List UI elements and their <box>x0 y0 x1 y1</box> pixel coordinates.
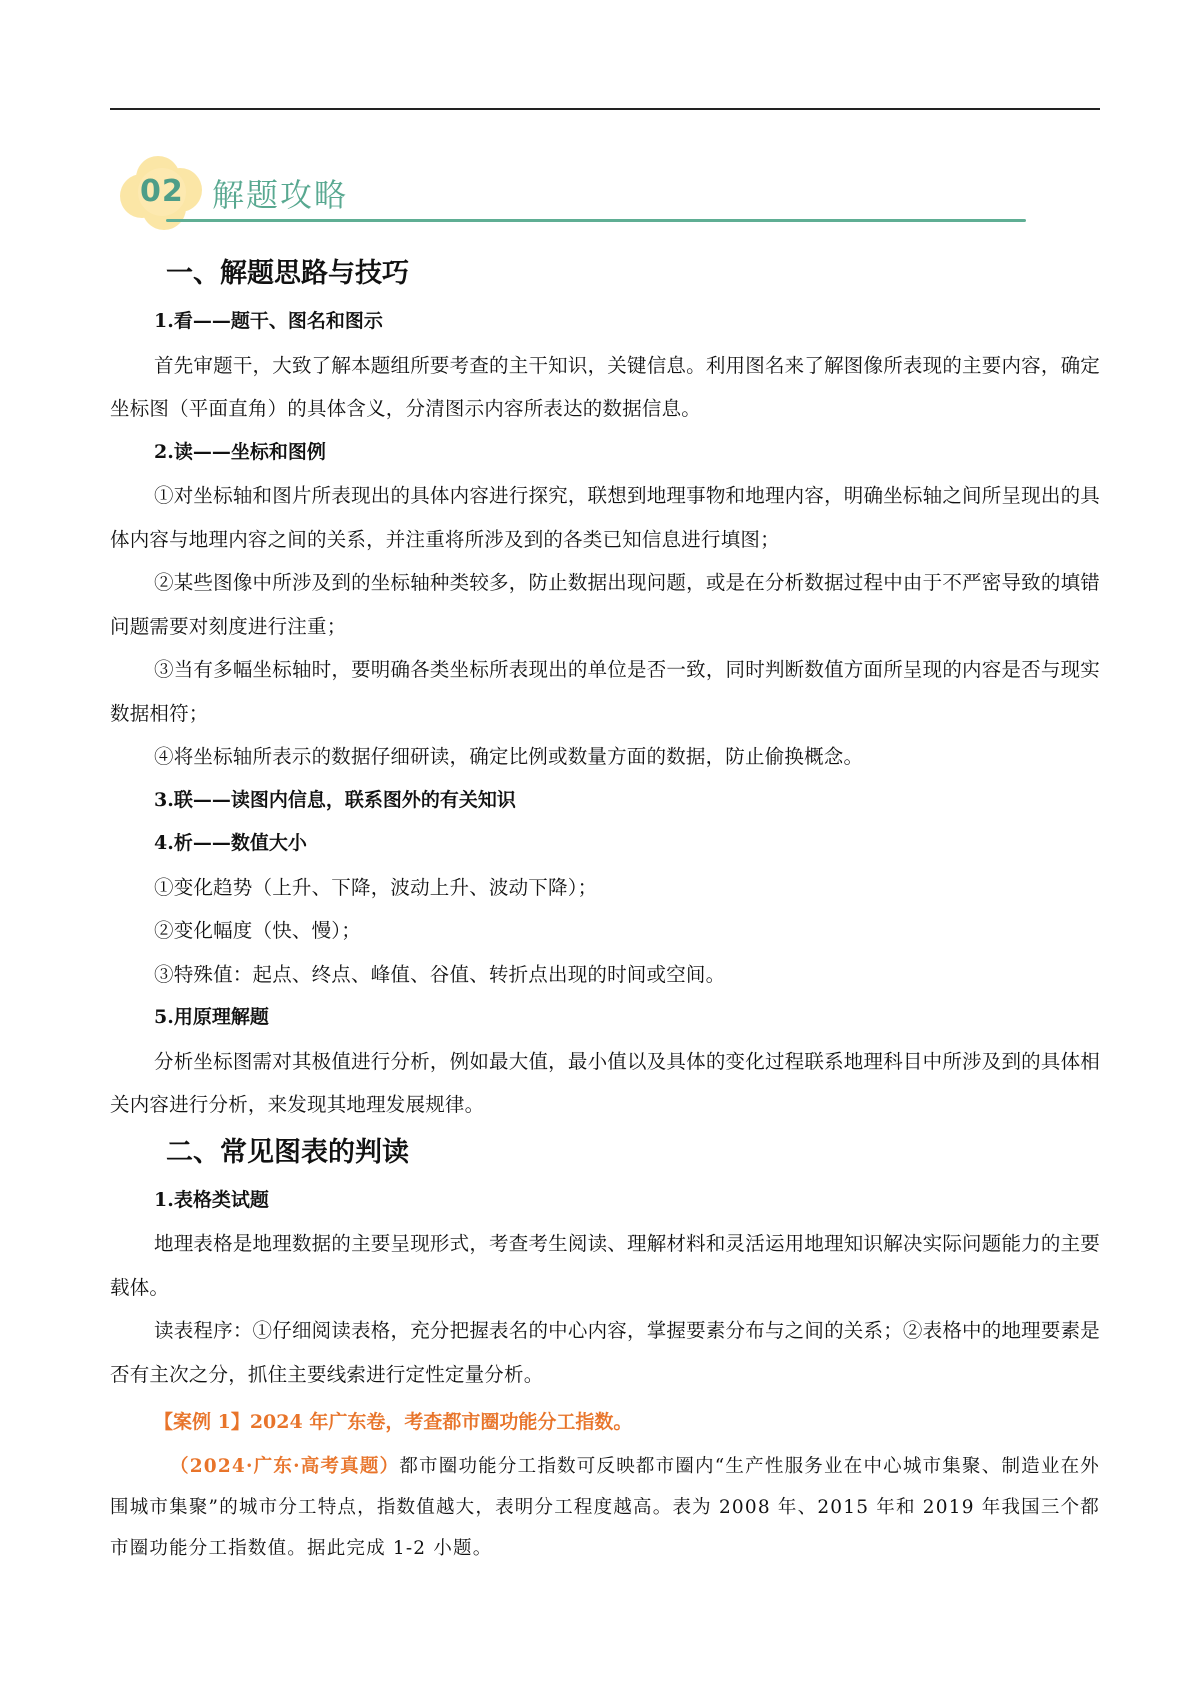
section-badge <box>118 150 1038 240</box>
paragraph-apply: 分析坐标图需对其极值进行分析，例如最大值，最小值以及具体的变化过程联系地理科目中所涉及到的具体相关内容进行分析，来发现其地理发展规律。 <box>110 1049 1100 1116</box>
list-item-analyze-2: ②变化幅度（快、慢）； <box>154 919 361 942</box>
case-source: （2024·广东·高考真题） <box>170 1456 400 1477</box>
subheading-read: 2.读——坐标和图例 <box>154 440 326 463</box>
list-item-analyze-1: ①变化趋势（上升、下降，波动上升、波动下降）； <box>154 875 598 899</box>
document-body <box>110 248 1100 1569</box>
subheading-look: 1.看——题干、图名和图示 <box>154 310 383 332</box>
list-item-read-1: ①对坐标轴和图片所表现出的具体内容进行探究，联想到地理事物和地理内容，明确坐标轴之间所呈现出的具体内容与地理内容之间的关系，并注重将所涉及到的各类已知信息进行填图； <box>110 484 1100 551</box>
case-text: 都市圈功能分工指数可反映都市圈内“生产性服务业在中心城市集聚、制造业在外围城市集聚”的城市分工特点，指数值越大，表明分工程度越高。表为 2008 年、2015 年和 2019 年我国三个都市圈功能分工指数值。据此完成 1-2 小题。 <box>110 1456 1100 1559</box>
list-item-read-2: ②某些图像中所涉及到的坐标轴种类较多，防止数据出现问题，或是在分析数据过程中由于不严密导致的填错问题需要对刻度进行注重； <box>110 571 1100 638</box>
top-rule <box>110 108 1100 110</box>
paragraph-table-2: 读表程序：①仔细阅读表格，充分把握表名的中心内容，掌握要素分布与之间的关系；②表格中的地理要素是否有主次之分，抓住主要线索进行定性定量分析。 <box>110 1319 1100 1386</box>
list-item-analyze-3: ③特殊值：起点、终点、峰值、谷值、转折点出现的时间或空间。 <box>154 962 726 986</box>
subheading-apply: 5.用原理解题 <box>154 1006 269 1028</box>
section-number: 02 <box>140 174 184 209</box>
case-heading: 【案例 1】2024 年广东卷，考查都市圈功能分工指数。 <box>154 1411 633 1433</box>
list-item-read-3: ③当有多幅坐标轴时，要明确各类坐标所表现出的单位是否一致，同时判断数值方面所呈现的内容是否与现实数据相符； <box>110 658 1100 725</box>
subheading-analyze: 4.析——数值大小 <box>154 832 307 854</box>
heading-chart-reading: 二、常见图表的判读 <box>166 1136 409 1168</box>
subheading-connect: 3.联——读图内信息，联系图外的有关知识 <box>154 788 516 811</box>
paragraph-table-1: 地理表格是地理数据的主要呈现形式，考查考生阅读、理解材料和灵活运用地理知识解决实际问题能力的主要载体。 <box>110 1232 1100 1299</box>
list-item-read-4: ④将坐标轴所表示的数据仔细研读，确定比例或数量方面的数据，防止偷换概念。 <box>154 745 864 768</box>
subheading-table-questions: 1.表格类试题 <box>154 1188 269 1211</box>
case-paragraph <box>110 1446 1100 1569</box>
section-underline <box>166 219 1026 222</box>
paragraph-look: 首先审题干，大致了解本题组所要考查的主干知识，关键信息。利用图名来了解图像所表现的主要内容，确定坐标图（平面直角）的具体含义，分清图示内容所表达的数据信息。 <box>110 353 1100 420</box>
heading-thinking-skills: 一、解题思路与技巧 <box>166 258 409 289</box>
section-title: 解题攻略 <box>212 176 349 214</box>
